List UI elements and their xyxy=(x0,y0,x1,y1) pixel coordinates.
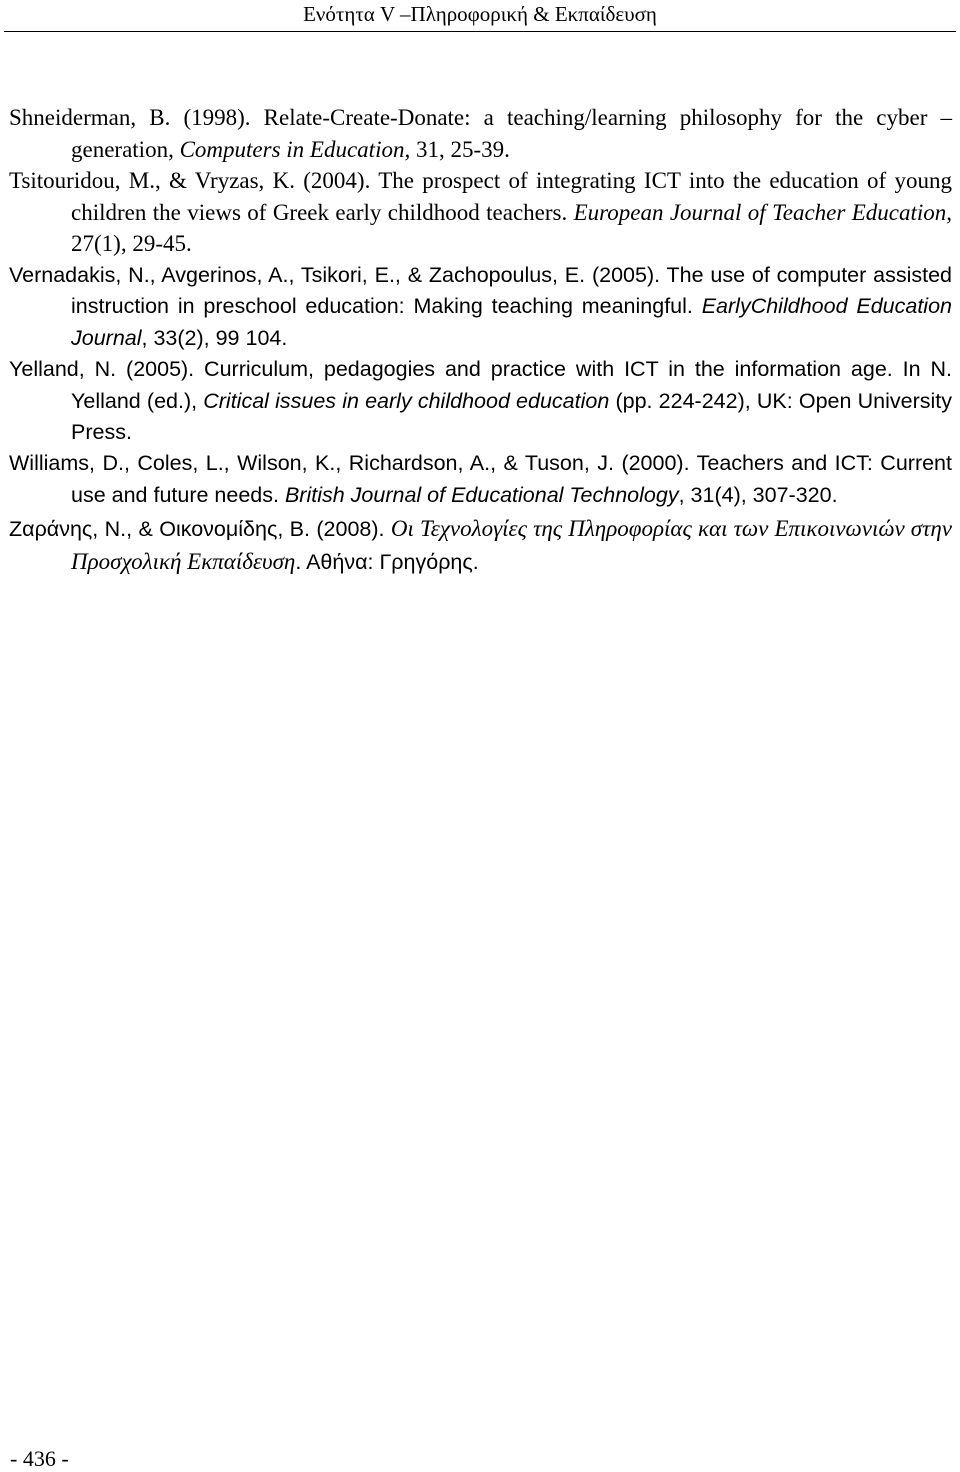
reference-details: , 33(2), 99 104. xyxy=(141,325,288,350)
reference-list xyxy=(9,102,952,578)
reference-yelland xyxy=(9,354,952,448)
reference-source: British Journal of Educational Technology xyxy=(284,482,679,507)
running-header-title: Ενότητα V –Πληροφορική & Εκπαίδευση xyxy=(303,2,657,26)
reference-details: , 31(4), 307-320. xyxy=(678,482,838,507)
reference-source: Οι Τεχνολογίες της Πληροφορίας και των Επικοινωνιών στην Προσχολική Εκπαίδευση xyxy=(71,516,952,574)
reference-zaranis xyxy=(9,513,952,578)
reference-text: Ζαράνης, Ν., & Οικονομίδης, Β. (2008). xyxy=(9,517,391,542)
reference-details: . Αθήνα: Γρηγόρης. xyxy=(295,549,479,574)
reference-vernadakis xyxy=(9,260,952,354)
reference-details: (pp. 224-242), UK: Open University Press. xyxy=(71,388,952,444)
reference-source: Critical issues in early childhood education xyxy=(203,388,610,413)
reference-tsitouridou xyxy=(9,165,952,260)
header-divider xyxy=(4,31,956,32)
reference-source: European Journal of Teacher Education xyxy=(573,199,947,225)
reference-details: 31, 25-39. xyxy=(410,136,510,162)
reference-text: Williams, D., Coles, L., Wilson, K., Richardson, A., & Tuson, J. (2000). Teachers and ICT: Current use and future needs. xyxy=(9,451,952,507)
reference-text: Vernadakis, N., Avgerinos, A., Tsikori, E., & Zachopoulus, E. (2005). The use of computer assisted instruction in preschool education: Making teaching meaningful. xyxy=(9,262,952,319)
reference-text: Tsitouridou, M., & Vryzas, K. (2004). The prospect of integrating ICT into the education of young children the views of Greek early childhood teachers. xyxy=(9,168,952,225)
reference-details: , 27(1), 29-45. xyxy=(71,199,953,257)
reference-text: Yelland, N. (2005). Curriculum, pedagogies and practice with ICT in the information age. In N. Yelland (ed.), xyxy=(9,357,952,413)
reference-source: Computers in Education, xyxy=(179,136,411,162)
reference-williams xyxy=(9,448,952,511)
reference-shneiderman xyxy=(9,102,952,165)
reference-source: EarlyChildhood Education Journal xyxy=(71,294,952,350)
reference-text: Shneiderman, B. (1998). Relate-Create-Donate: a teaching/learning philosophy for the cyber – generation, xyxy=(9,105,952,162)
running-header xyxy=(0,0,960,32)
page-number: - 436 - xyxy=(10,1446,69,1471)
